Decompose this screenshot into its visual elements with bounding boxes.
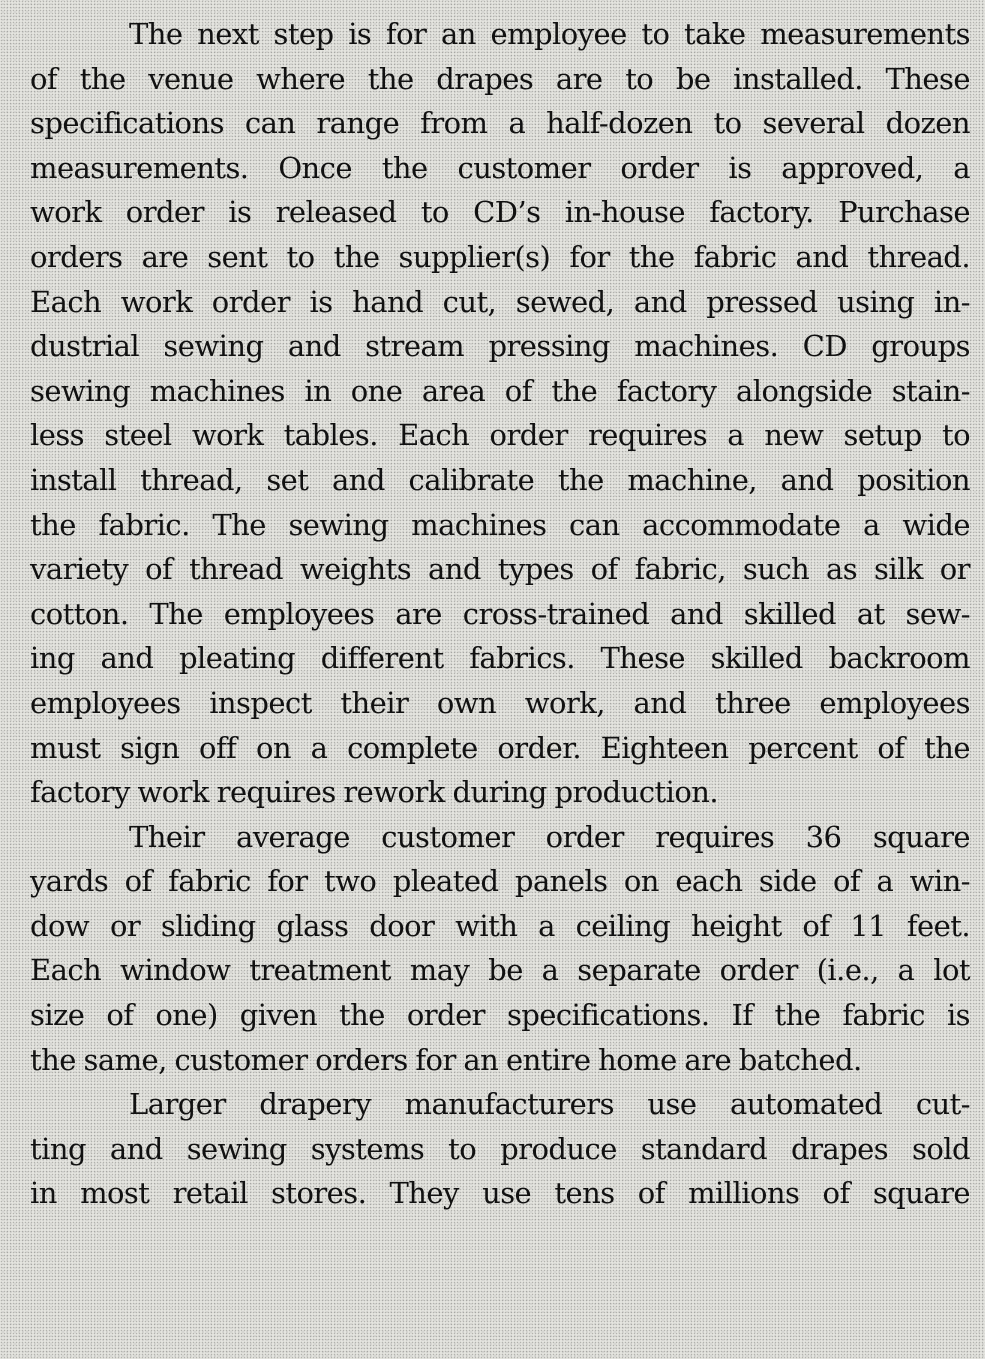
text-line: orders are sent to the supplier(s) for the fabric and thread. — [30, 239, 970, 274]
text-line: The next step is for an employee to take measurements — [129, 17, 970, 51]
text-line: of the venue where the drapes are to be installed. These — [30, 61, 970, 96]
text-line: dow or sliding glass door with a ceiling height of 11 feet. — [30, 908, 970, 943]
paragraph-measurements-and-factory — [30, 12, 970, 815]
text-line: size of one) given the order specifications. If the fabric is — [30, 998, 970, 1033]
text-line: factory work requires rework during production. — [30, 775, 719, 810]
text-line: work order is released to CD’s in-house factory. Purchase — [30, 195, 970, 230]
text-line: variety of thread weights and types of fabric, such as silk or — [30, 552, 970, 587]
text-line: Their average customer order requires 36 square — [129, 819, 970, 854]
text-line: Each window treatment may be a separate order (i.e., a lot — [30, 953, 970, 988]
text-line: ing and pleating different fabrics. These skilled backroom — [30, 641, 970, 676]
text-line: the same, customer orders for an entire home are batched. — [30, 1042, 862, 1077]
text-line: Larger drapery manufacturers use automated cut- — [129, 1087, 970, 1122]
text-line: dustrial sewing and stream pressing machines. CD groups — [30, 329, 970, 364]
text-line: install thread, set and calibrate the machine, and position — [30, 462, 970, 497]
document-page — [30, 12, 970, 1216]
text-line: measurements. Once the customer order is approved, a — [30, 150, 970, 185]
text-line: employees inspect their own work, and three employees — [30, 685, 970, 720]
text-line: specifications can range from a half-dozen to several dozen — [30, 106, 970, 141]
text-line: sewing machines in one area of the factory alongside stain- — [30, 373, 970, 408]
text-line: must sign off on a complete order. Eighteen percent of the — [30, 730, 970, 765]
text-line: less steel work tables. Each order requires a new setup to — [30, 418, 970, 453]
text-line: ting and sewing systems to produce standard drapes sold — [30, 1131, 970, 1166]
text-line: in most retail stores. They use tens of millions of square — [30, 1176, 970, 1211]
paragraph-larger-manufacturers — [30, 1082, 970, 1216]
text-line: yards of fabric for two pleated panels on each side of a win- — [30, 864, 970, 899]
text-line: cotton. The employees are cross-trained and skilled at sew- — [30, 596, 970, 631]
text-line: the fabric. The sewing machines can accommodate a wide — [30, 507, 970, 542]
paragraph-average-order — [30, 815, 970, 1083]
text-line: Each work order is hand cut, sewed, and pressed using in- — [30, 284, 970, 319]
